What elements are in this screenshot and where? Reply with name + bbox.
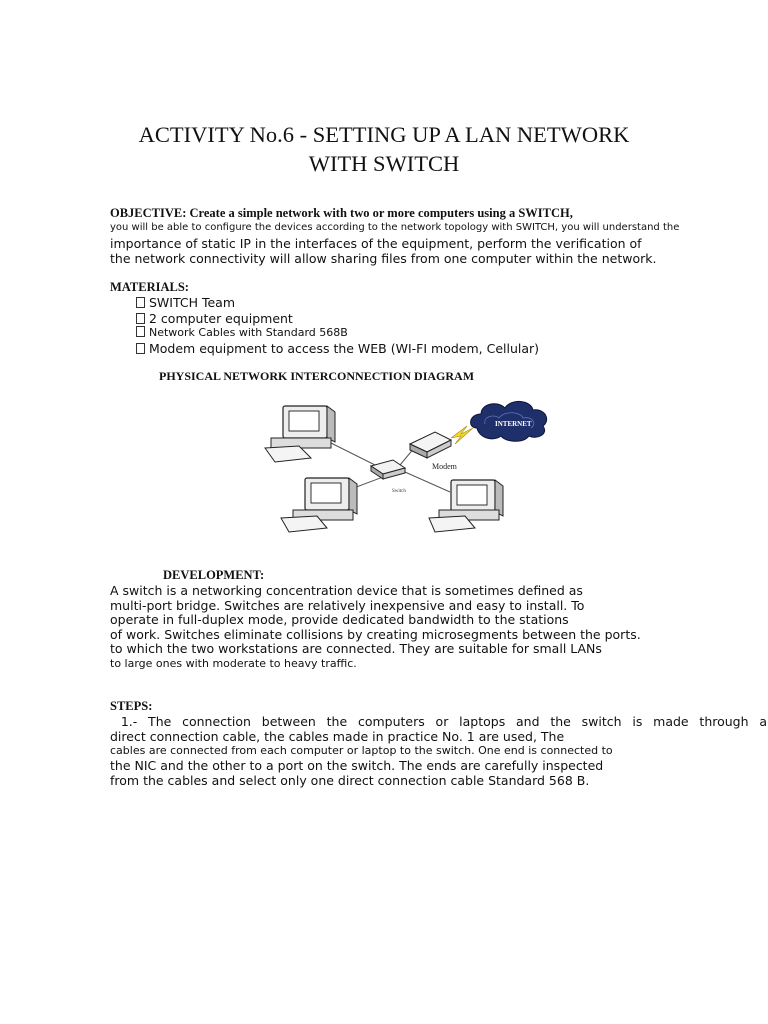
modem-label: Modem [432, 462, 457, 471]
steps-line: cables are connected from each computer or laptop to the switch. One end is connected to [110, 744, 613, 757]
development-line: to which the two workstations are connected. They are suitable for small LANs [110, 641, 602, 656]
materials-item: 2 computer equipment [136, 311, 293, 326]
materials-item: Modem equipment to access the WEB (WI-FI modem, Cellular) [136, 341, 539, 356]
objective-heading: OBJECTIVE: Create a simple network with two or more computers using a SWITCH, [110, 206, 573, 220]
materials-heading: MATERIALS: [110, 280, 189, 294]
objective-line-1: you will be able to configure the devices according to the network topology with SWITCH, you will understand the [110, 222, 680, 233]
materials-item: SWITCH Team [136, 295, 235, 310]
modem-icon [410, 432, 451, 458]
checkbox-icon [136, 313, 145, 324]
switch-label: Switch [392, 489, 406, 494]
diagram-heading: PHYSICAL NETWORK INTERCONNECTION DIAGRAM [159, 369, 475, 383]
development-line: multi-port bridge. Switches are relatively inexpensive and easy to install. To [110, 598, 585, 613]
development-line: operate in full-duplex mode, provide dedicated bandwidth to the stations [110, 612, 569, 627]
page-title [0, 120, 768, 178]
steps-line: from the cables and select only one direct connection cable Standard 568 B. [110, 773, 590, 788]
steps-line: the NIC and the other to a port on the switch. The ends are carefully inspected [110, 758, 604, 773]
development-line: to large ones with moderate to heavy traffic. [110, 657, 357, 670]
development-line: A switch is a networking concentration device that is sometimes defined as [110, 583, 583, 598]
steps-line: direct connection cable, the cables made in practice No. 1 are used, The [110, 729, 565, 744]
checkbox-icon [136, 326, 145, 337]
lightning-icon [451, 426, 473, 444]
development-heading: DEVELOPMENT: [163, 568, 265, 582]
objective-line-3: the network connectivity will allow sharing files from one computer within the network. [110, 251, 657, 266]
title-line-2: WITH SWITCH [308, 151, 460, 176]
network-diagram [255, 392, 555, 537]
internet-label: INTERNET [495, 420, 532, 428]
checkbox-icon [136, 343, 145, 354]
computer-icon [281, 478, 357, 532]
steps-line-justified: 1.- The connection between the computers or laptops and the switch is made through a [120, 714, 767, 729]
steps-heading: STEPS: [110, 699, 153, 713]
development-line: of work. Switches eliminate collisions by creating microsegments between the ports. [110, 627, 641, 642]
objective-line-2: importance of static IP in the interfaces of the equipment, perform the verification of [110, 236, 642, 251]
computer-icon [265, 406, 335, 462]
title-line-1: ACTIVITY No.6 - SETTING UP A LAN NETWORK [138, 122, 630, 147]
materials-item: Network Cables with Standard 568B [136, 326, 348, 339]
checkbox-icon [136, 297, 145, 308]
switch-icon [371, 460, 405, 479]
